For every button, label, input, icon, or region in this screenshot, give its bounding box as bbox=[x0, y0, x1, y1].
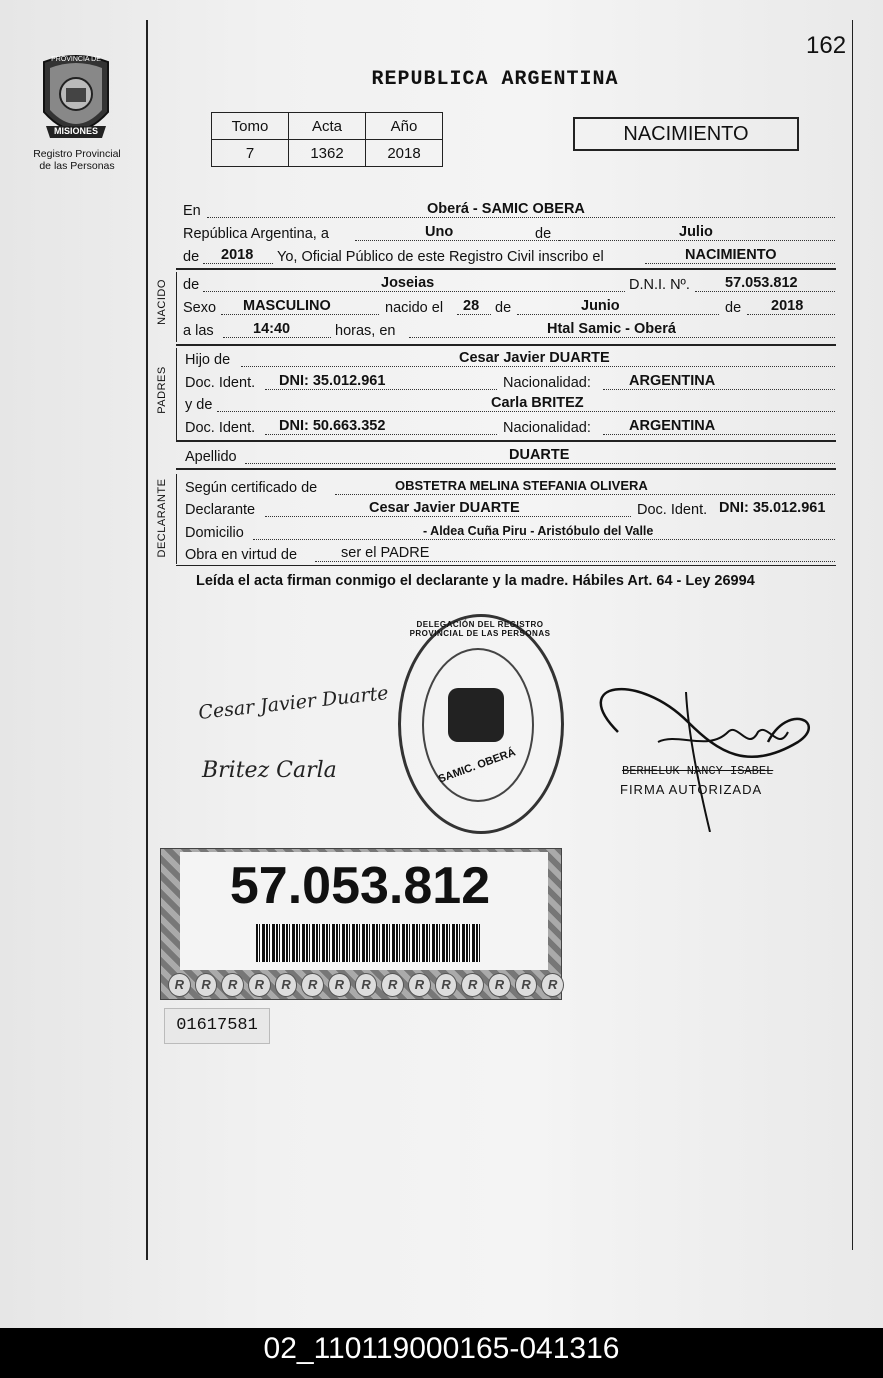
obra-label: Obra en virtud de bbox=[185, 547, 298, 563]
value-acta: 1362 bbox=[289, 140, 366, 167]
row-apellido bbox=[183, 446, 835, 468]
sexo-value: MASCULINO bbox=[243, 298, 331, 314]
padre-nac-value: ARGENTINA bbox=[629, 373, 716, 389]
madre-doc-value: DNI: 50.663.352 bbox=[279, 418, 386, 434]
padre-doc-value: DNI: 35.012.961 bbox=[279, 373, 386, 389]
official-name: BERHELUK NANCY ISABEL bbox=[622, 764, 774, 778]
registry-line-1: Registro Provincial bbox=[33, 148, 121, 160]
document-title: REPUBLICA ARGENTINA bbox=[371, 68, 619, 91]
row-hora bbox=[183, 320, 835, 342]
declarante-doc-value: DNI: 35.012.961 bbox=[719, 500, 826, 516]
dots bbox=[355, 240, 591, 241]
sticker-r-pattern bbox=[162, 972, 564, 998]
row-nombre bbox=[183, 274, 835, 296]
footer-code: 02_110119000165-041316 bbox=[0, 1328, 883, 1378]
logo-top-text: PROVINCIA DE bbox=[51, 56, 101, 63]
stamp-emblem-icon bbox=[448, 688, 504, 742]
section-padres-label: PADRES bbox=[156, 366, 168, 414]
row-hijo bbox=[183, 349, 835, 371]
obra-value: ser el PADRE bbox=[341, 545, 430, 561]
madre-value: Carla BRITEZ bbox=[491, 395, 584, 411]
nacido-year-value: 2018 bbox=[771, 298, 804, 314]
section-bracket bbox=[176, 348, 177, 440]
segun-label: Según certificado de bbox=[185, 480, 318, 496]
registry-line-2: de las Personas bbox=[39, 160, 115, 172]
divider bbox=[176, 468, 836, 470]
barcode bbox=[256, 924, 480, 962]
section-bracket bbox=[176, 474, 177, 564]
yde-label: y de bbox=[185, 397, 213, 413]
r-logo-icon: R bbox=[488, 973, 511, 997]
r-logo-icon: R bbox=[301, 973, 324, 997]
header-tomo: Tomo bbox=[212, 113, 289, 140]
act-type-box: NACIMIENTO bbox=[573, 117, 799, 151]
hora-value: 14:40 bbox=[253, 321, 291, 337]
certificado-value: OBSTETRA MELINA STEFANIA OLIVERA bbox=[395, 478, 648, 493]
de-label: de bbox=[725, 300, 742, 316]
section-declarante-label: DECLARANTE bbox=[156, 478, 168, 558]
section-bracket bbox=[176, 272, 177, 342]
row-en bbox=[183, 200, 835, 222]
r-logo-icon: R bbox=[355, 973, 378, 997]
place-value: Oberá - SAMIC OBERA bbox=[427, 201, 585, 217]
signature-declarante: Cesar Javier Duarte bbox=[197, 682, 390, 724]
de-label: de bbox=[535, 226, 552, 242]
de-label: de bbox=[183, 277, 200, 293]
value-ano: 2018 bbox=[366, 140, 443, 167]
row-year bbox=[183, 246, 835, 268]
r-logo-icon: R bbox=[221, 973, 244, 997]
r-logo-icon: R bbox=[195, 973, 218, 997]
de-label: de bbox=[495, 300, 512, 316]
republica-label: República Argentina, a bbox=[183, 226, 329, 242]
row-sexo bbox=[183, 297, 835, 319]
divider bbox=[176, 268, 836, 270]
left-margin-line bbox=[146, 20, 148, 1260]
r-logo-icon: R bbox=[461, 973, 484, 997]
doc-label: Doc. Ident. bbox=[185, 420, 256, 436]
en-label: En bbox=[183, 203, 201, 219]
right-margin-line bbox=[852, 20, 853, 1250]
nacido-label: nacido el bbox=[385, 300, 444, 316]
declarante-nombre-value: Cesar Javier DUARTE bbox=[369, 500, 520, 516]
r-logo-icon: R bbox=[168, 973, 191, 997]
r-logo-icon: R bbox=[275, 973, 298, 997]
year-value: 2018 bbox=[221, 247, 254, 263]
de2-label: de bbox=[183, 249, 200, 265]
header-acta: Acta bbox=[289, 113, 366, 140]
lugar-value: Htal Samic - Oberá bbox=[547, 321, 676, 337]
horas-label: horas, en bbox=[335, 323, 396, 339]
r-logo-icon: R bbox=[408, 973, 431, 997]
row-domicilio bbox=[183, 522, 835, 544]
padre-value: Cesar Javier DUARTE bbox=[459, 350, 610, 366]
domicilio-value: - Aldea Cuña Piru - Aristóbulo del Valle bbox=[423, 524, 654, 538]
nacido-month-value: Junio bbox=[581, 298, 620, 314]
row-yde bbox=[183, 394, 835, 416]
row-madre-doc bbox=[183, 417, 835, 439]
yo-label: Yo, Oficial Público de este Registro Civil inscribo el bbox=[277, 249, 604, 265]
nombre-value: Joseias bbox=[381, 275, 435, 291]
section-nacido-label: NACIDO bbox=[156, 279, 168, 325]
stamp-outer-text: DELEGACIÓN DEL REGISTRO PROVINCIAL DE LAS PERSONAS bbox=[409, 620, 551, 638]
madre-nac-value: ARGENTINA bbox=[629, 418, 716, 434]
hijo-label: Hijo de bbox=[185, 352, 231, 368]
nac-label: Nacionalidad: bbox=[503, 420, 591, 436]
apellido-label: Apellido bbox=[185, 449, 237, 465]
registry-label bbox=[18, 148, 136, 172]
row-republica bbox=[183, 223, 835, 245]
inscribo-value: NACIMIENTO bbox=[685, 247, 777, 263]
alas-label: a las bbox=[183, 323, 214, 339]
r-logo-icon: R bbox=[248, 973, 271, 997]
official-label: FIRMA AUTORIZADA bbox=[620, 782, 763, 797]
divider bbox=[176, 440, 836, 442]
r-logo-icon: R bbox=[435, 973, 458, 997]
nacido-day-value: 28 bbox=[463, 298, 480, 314]
dni-value: 57.053.812 bbox=[725, 275, 798, 291]
header-ano: Año bbox=[366, 113, 443, 140]
r-logo-icon: R bbox=[328, 973, 351, 997]
logo-bottom-text: MISIONES bbox=[53, 126, 98, 136]
day-value: Uno bbox=[425, 224, 454, 240]
domicilio-label: Domicilio bbox=[185, 525, 244, 541]
divider bbox=[176, 565, 836, 566]
row-padre-doc bbox=[183, 372, 835, 394]
nac-label: Nacionalidad: bbox=[503, 375, 591, 391]
stamp-inner-text: SAMIC. OBERÁ bbox=[436, 746, 518, 786]
doc-label: Doc. Ident. bbox=[185, 375, 256, 391]
tomo-acta-table bbox=[211, 112, 443, 167]
month-value: Julio bbox=[679, 224, 713, 240]
value-tomo: 7 bbox=[212, 140, 289, 167]
closing-text: Leída el acta firman conmigo el declarante y la madre. Hábiles Art. 64 - Ley 26994 bbox=[196, 573, 755, 589]
apellido-value: DUARTE bbox=[509, 447, 570, 463]
doc-label: Doc. Ident. bbox=[637, 502, 708, 518]
serial-number: 01617581 bbox=[164, 1008, 270, 1044]
page-number: 162 bbox=[806, 32, 847, 59]
declarante-label: Declarante bbox=[185, 502, 256, 518]
divider bbox=[176, 344, 836, 346]
sticker-number: 57.053.812 bbox=[229, 857, 491, 915]
r-logo-icon: R bbox=[541, 973, 564, 997]
r-logo-icon: R bbox=[381, 973, 404, 997]
row-obra bbox=[183, 544, 835, 566]
signature-official-icon bbox=[578, 672, 828, 832]
signature-madre: Britez Carla bbox=[202, 758, 337, 783]
row-declarante bbox=[183, 499, 835, 521]
row-segun bbox=[183, 477, 835, 499]
dni-label: D.N.I. Nº. bbox=[629, 277, 690, 293]
sexo-label: Sexo bbox=[183, 300, 217, 316]
r-logo-icon: R bbox=[515, 973, 538, 997]
